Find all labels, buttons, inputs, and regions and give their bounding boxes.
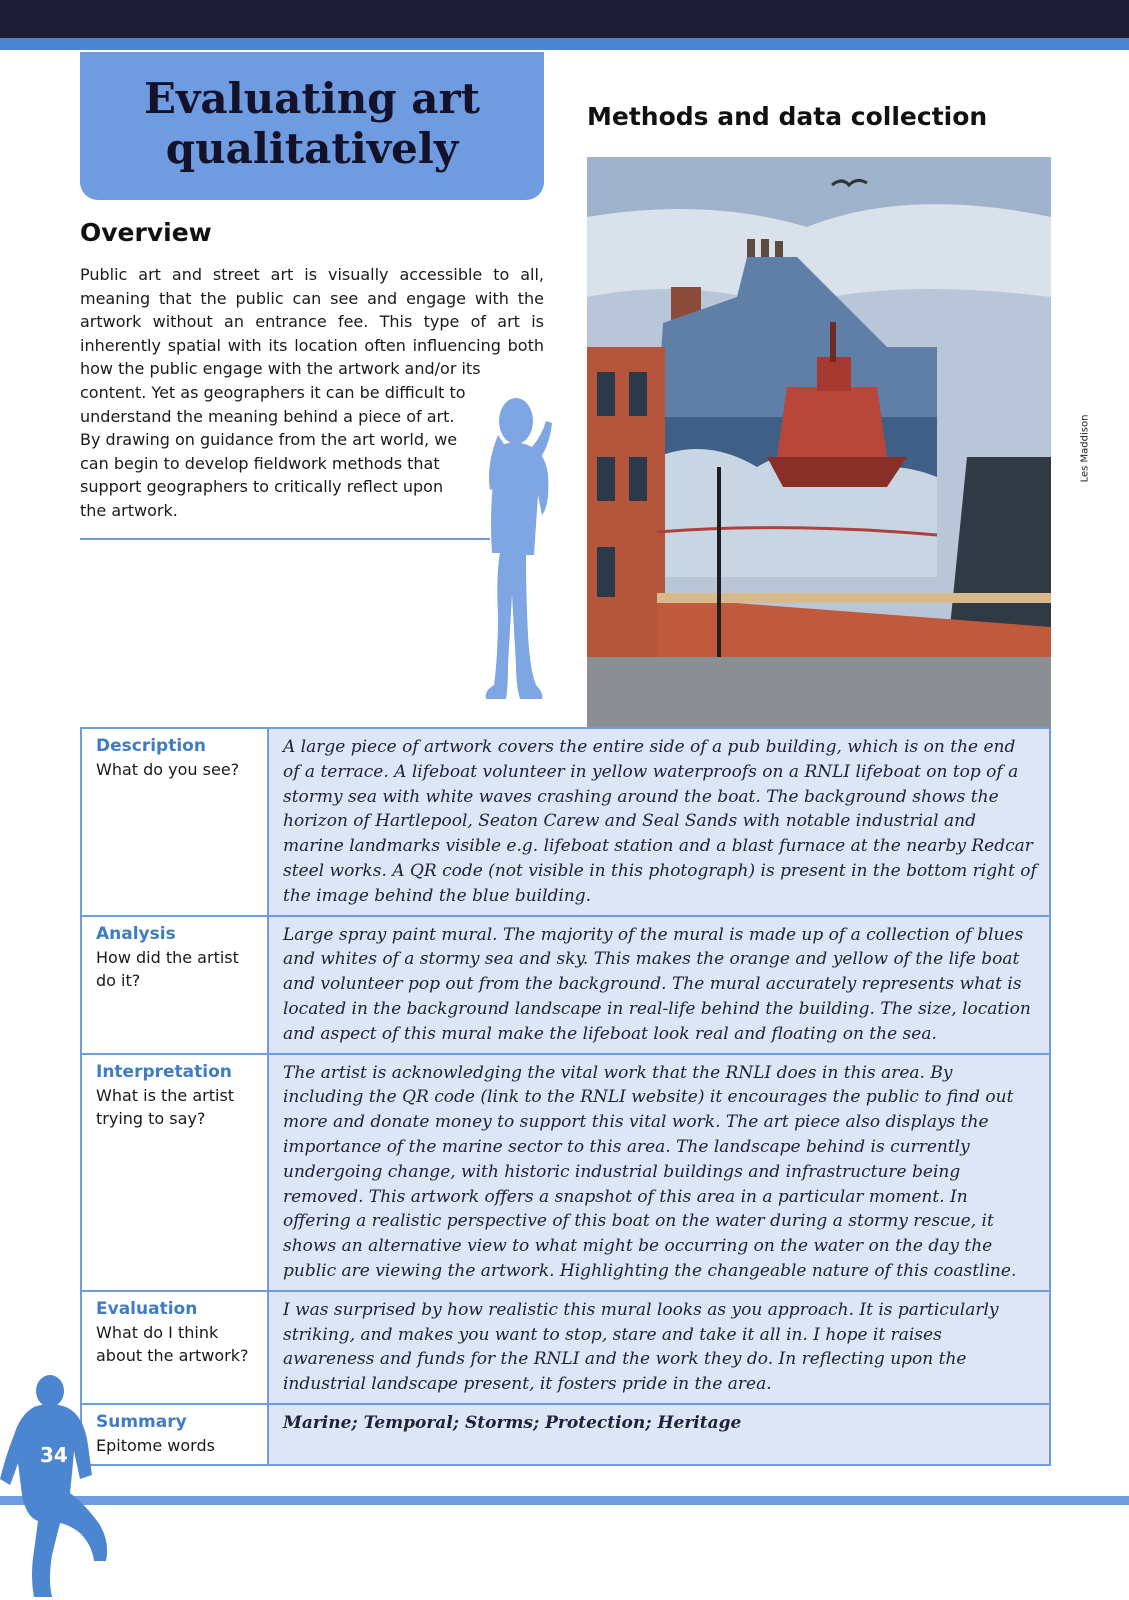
photo-credit: Les Maddison (1079, 414, 1091, 483)
person-silhouette-icon (476, 395, 556, 715)
row-answer: Marine; Temporal; Storms; Protection; Heritage (268, 1404, 1050, 1465)
row-label-cell (81, 1054, 268, 1291)
title-box (80, 52, 544, 200)
overview-paragraph-2: content. Yet as geographers it can be difficult to understand the meaning behind a piece of art. By drawing on guidance from the art world, we can begin to develop fieldwork methods that support geographers to critically reflect upon the artwork. (80, 382, 466, 520)
table-row (81, 1054, 1050, 1291)
evaluation-table (80, 727, 1051, 1466)
row-title: Description (96, 736, 206, 756)
row-answer: I was surprised by how realistic this mural looks as you approach. It is particularly striking, and makes you want to stop, stare and take it all in. I hope it raises awareness and funds for the RNLI and the work they do. In reflecting upon the industrial landscape present, it fosters pride in the area. (268, 1291, 1050, 1404)
overview-heading: Overview (80, 218, 212, 247)
row-question: What is the artist trying to say? (96, 1085, 235, 1129)
table-row (81, 728, 1050, 916)
row-answer: The artist is acknowledging the vital work that the RNLI does in this area. By including the QR code (link to the RNLI website) it encourages the public to find out more and donate money to support this vital work. The art piece also displays the importance of the marine sector to this area. The landscape behind is currently undergoing change, with historic industrial buildings and infrastructure being removed. This artwork offers a snapshot of this area in a particular moment. In offering a realistic perspective of this boat on the water during a stormy rescue, it shows an alternative view to what might be occurring on the water on the day the public are viewing the artwork. Highlighting the changeable nature of this coastline. (268, 1054, 1050, 1291)
row-title: Evaluation (96, 1298, 198, 1319)
row-title: Summary (96, 1411, 187, 1432)
page-number: 34 (40, 1443, 68, 1467)
row-label-cell (81, 916, 268, 1054)
overview-divider (80, 538, 490, 540)
row-question: What do you see? (96, 760, 240, 779)
table-row (81, 1291, 1050, 1404)
table-row (81, 1404, 1050, 1465)
table-row (81, 916, 1050, 1054)
bottom-stripe (0, 1496, 1129, 1505)
overview-paragraph-1: Public art and street art is visually accessible to all, meaning that the public can see and engage with the artwork without an entrance fee. This type of art is inherently spatial with its location often influencing both how the public engage with the artwork and/or its (80, 265, 544, 379)
page-title: Evaluating art qualitatively (144, 74, 480, 173)
runner-silhouette-icon (0, 1375, 120, 1600)
top-stripe (0, 38, 1129, 50)
row-label-cell (81, 728, 268, 916)
row-title: Interpretation (96, 1061, 232, 1082)
row-question: Epitome words (96, 1435, 215, 1455)
overview-text (80, 263, 544, 523)
row-question: How did the artist do it? (96, 947, 239, 991)
row-answer: A large piece of artwork covers the entire side of a pub building, which is on the end of a terrace. A lifeboat volunteer in yellow waterproofs on a RNLI lifeboat on top of a stormy sea with white waves crashing around the boat. The background shows the horizon of Hartlepool, Seaton Carew and Seal Sands with notable industrial and marine landmarks visible e.g. lifeboat station and a blast furnace at the nearby Redcar steel works. A QR code (not visible in this photograph) is present in the bottom right of the image behind the blue building. (268, 728, 1050, 916)
top-bar (0, 0, 1129, 38)
mural-photograph (587, 157, 1051, 727)
row-answer: Large spray paint mural. The majority of the mural is made up of a collection of blues and whites of a stormy sea and sky. This makes the orange and yellow of the life boat and volunteer pop out from the background. The mural accurately represents what is located in the background landscape in real-life behind the building. The size, location and aspect of this mural make the lifeboat look real and floating on the sea. (268, 916, 1050, 1054)
row-question: What do I think about the artwork? (96, 1322, 249, 1366)
row-title: Analysis (96, 923, 176, 944)
methods-heading: Methods and data collection (587, 102, 988, 131)
